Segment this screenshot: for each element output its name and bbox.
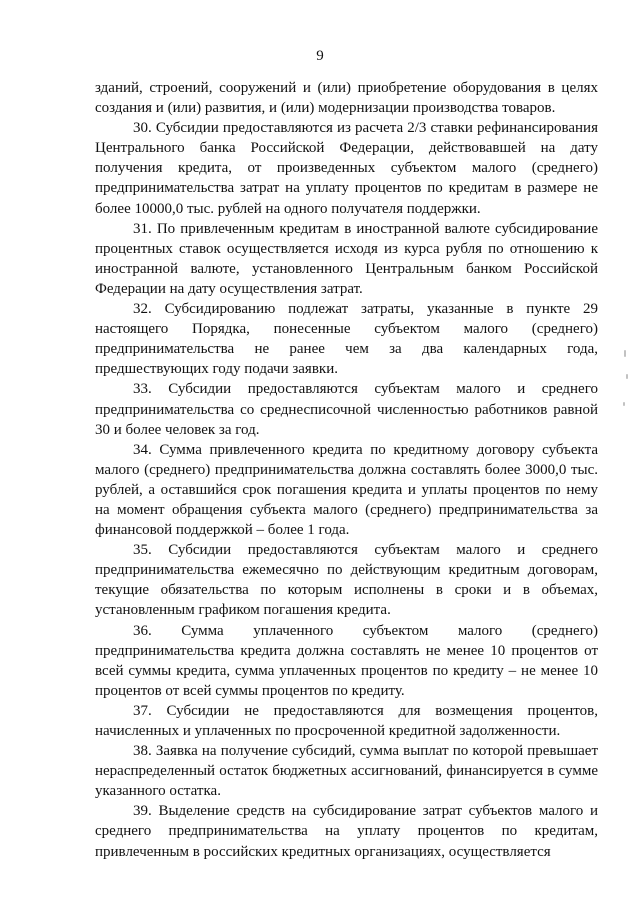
paragraph-36: 36. Сумма уплаченного субъектом малого (среднего) предпринимательства кредита должна составлять не менее 10 процентов от всей суммы кредита, сумма уплаченных процентов по кредиту – не менее 10 процентов от всей суммы процентов по кредиту. <box>95 622 598 699</box>
page-number: 9 <box>316 48 324 64</box>
paragraph-31: 31. По привлеченным кредитам в иностранной валюте субсидирование процентных ставок осуществляется исходя из курса рубля по отношению к иностранной валюте, установленного Центральным банком Российской Федерации на дату осуществления затрат. <box>95 220 598 297</box>
scan-mark <box>626 374 628 379</box>
paragraph-32: 32. Субсидированию подлежат затраты, указанные в пункте 29 настоящего Порядка, понесенные субъектом малого (среднего) предпринимательства не ранее чем за два календарных года, предшествующих году подачи заявки. <box>95 301 598 378</box>
document-body <box>95 78 598 862</box>
paragraph-continuation: зданий, строений, сооружений и (или) приобретение оборудования в целях создания и (или) развития, и (или) модернизации производства товаров. <box>95 80 598 117</box>
paragraph-38: 38. Заявка на получение субсидий, сумма выплат по которой превышает нераспределенный остаток бюджетных ассигнований, финансируется в сумме указанного остатка. <box>95 743 598 800</box>
paragraph-37: 37. Субсидии не предоставляются для возмещения процентов, начисленных и уплаченных по просроченной кредитной задолженности. <box>95 702 598 739</box>
scan-mark <box>624 350 626 357</box>
paragraph-39: 39. Выделение средств на субсидирование затрат субъектов малого и среднего предпринимательства на уплату процентов по кредитам, привлеченным в российских кредитных организациях, осуществляется <box>95 803 598 860</box>
paragraph-34: 34. Сумма привлеченного кредита по кредитному договору субъекта малого (среднего) предпринимательства должна составлять более 3000,0 тыс. рублей, а оставшийся срок погашения кредита и уплаты процентов по нему на момент обращения субъекта малого (среднего) предпринимательства за финансовой поддержкой – более 1 года. <box>95 441 598 539</box>
paragraph-30: 30. Субсидии предоставляются из расчета 2/3 ставки рефинансирования Центрального банка Российской Федерации, действовавшей на дату получения кредита, от произведенных субъектом малого (среднего) предпринимательства затрат на уплату процентов по кредитам в размере не более 10000,0 тыс. рублей на одного получателя поддержки. <box>95 120 598 217</box>
scan-mark <box>623 402 625 406</box>
paragraph-33: 33. Субсидии предоставляются субъектам малого и среднего предпринимательства со среднесписочной численностью работников равной 30 и более человек за год. <box>95 381 598 438</box>
paragraph-35: 35. Субсидии предоставляются субъектам малого и среднего предпринимательства ежемесячно по действующим кредитным договорам, текущие обязательства по которым исполнены в сроки и в объемах, установленным графиком погашения кредита. <box>95 542 598 619</box>
